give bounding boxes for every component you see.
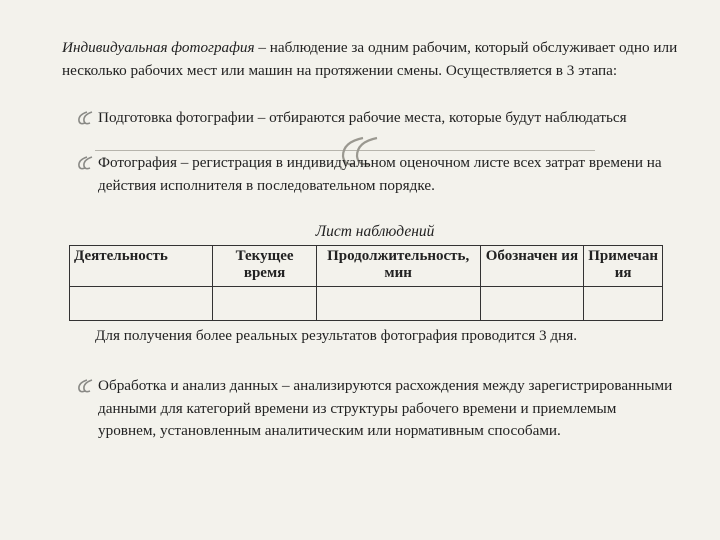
table-cell <box>316 287 480 321</box>
bullet-icon <box>76 378 94 394</box>
bullet-text: Обработка и анализ данных – анализируются расхождения между зарегистрированными данными для категорий времени из структуры рабочего времени и приемлемым уровнем, установленным аналитическим или нормативным способами. <box>98 377 673 439</box>
column-header: Обозначен ия <box>480 246 584 287</box>
intro-paragraph <box>62 37 702 82</box>
column-header: Текущее время <box>213 246 316 287</box>
column-header: Деятельность <box>70 246 213 287</box>
observation-table <box>69 245 663 321</box>
after-table-text: Для получения более реальных результатов фотография проводится 3 дня. <box>95 327 578 344</box>
bullet-item <box>98 107 673 130</box>
intro-term: Индивидуальная фотография <box>62 39 255 56</box>
bullet-item <box>98 152 673 197</box>
table-cell <box>213 287 316 321</box>
table-cell <box>480 287 584 321</box>
bullet-item <box>98 375 673 443</box>
bullet-icon <box>76 155 94 171</box>
table-cell <box>70 287 213 321</box>
table-cell <box>584 287 663 321</box>
table-row <box>70 287 663 321</box>
bullet-icon <box>76 110 94 126</box>
bullet-text: Подготовка фотографии – отбираются рабочие места, которые будут наблюдаться <box>98 109 627 126</box>
table-header-row <box>70 246 663 287</box>
column-header: Продолжительность, мин <box>316 246 480 287</box>
column-header: Примечан ия <box>584 246 663 287</box>
bullet-text: Фотография – регистрация в индивидуальном оценочном листе всех затрат времени на действия исполнителя в последовательном порядке. <box>98 154 662 194</box>
table-title: Лист наблюдений <box>315 223 435 240</box>
intro-text: – наблюдение за одним рабочим, который обслуживает одно или несколько рабочих мест или машин на протяжении смены. Осуществляется в 3 этапа: <box>62 39 678 79</box>
